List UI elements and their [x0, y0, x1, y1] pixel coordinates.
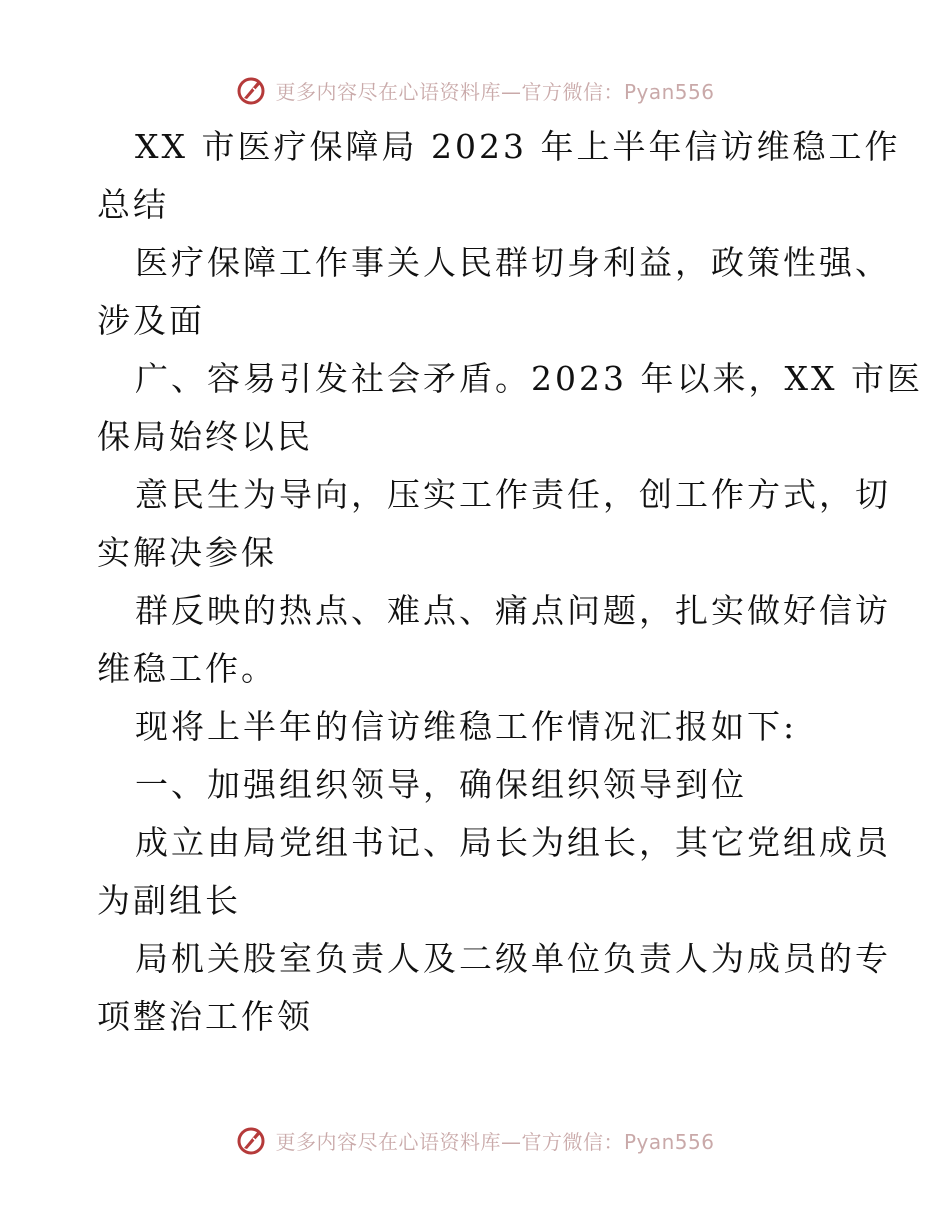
feather-pen-circle-icon [235, 74, 267, 106]
paragraph-line: 维稳工作。 [97, 649, 277, 688]
watermark-text: 更多内容尽在心语资料库—官方微信：Pyan556 [275, 79, 715, 104]
paragraph-line: 局机关股室负责人及二级单位负责人为成员的专 [135, 939, 891, 978]
paragraph-line: 成立由局党组书记、局长为组长，其它党组成员 [135, 823, 891, 862]
paragraph-line: 意民生为导向，压实工作责任，创工作方式，切 [135, 475, 891, 514]
watermark-text: 更多内容尽在心语资料库—官方微信：Pyan556 [275, 1129, 715, 1154]
paragraph-line: 现将上半年的信访维稳工作情况汇报如下: [135, 707, 798, 746]
paragraph-line: 为副组长 [97, 881, 241, 920]
paragraph-line: 医疗保障工作事关人民群切身利益，政策性强、 [135, 243, 891, 282]
feather-pen-circle-icon [235, 1124, 267, 1156]
paragraph-line: 保局始终以民 [97, 417, 313, 456]
document-title-line-1: XX 市医疗保障局 2023 年上半年信访维稳工作 [135, 127, 901, 166]
document-title-line-2: 总结 [97, 185, 169, 224]
paragraph-line: 群反映的热点、难点、痛点问题，扎实做好信访 [135, 591, 891, 630]
watermark-banner-bottom [0, 1120, 950, 1160]
paragraph-line: 实解决参保 [97, 533, 277, 572]
watermark-banner-top [0, 70, 950, 110]
document-body [97, 118, 923, 1046]
paragraph-line: 涉及面 [97, 301, 205, 340]
paragraph-line: 广、容易引发社会矛盾。2023 年以来，XX 市医 [135, 359, 923, 398]
section-heading: 一、加强组织领导，确保组织领导到位 [135, 765, 747, 804]
paragraph-line: 项整治工作领 [97, 997, 313, 1036]
